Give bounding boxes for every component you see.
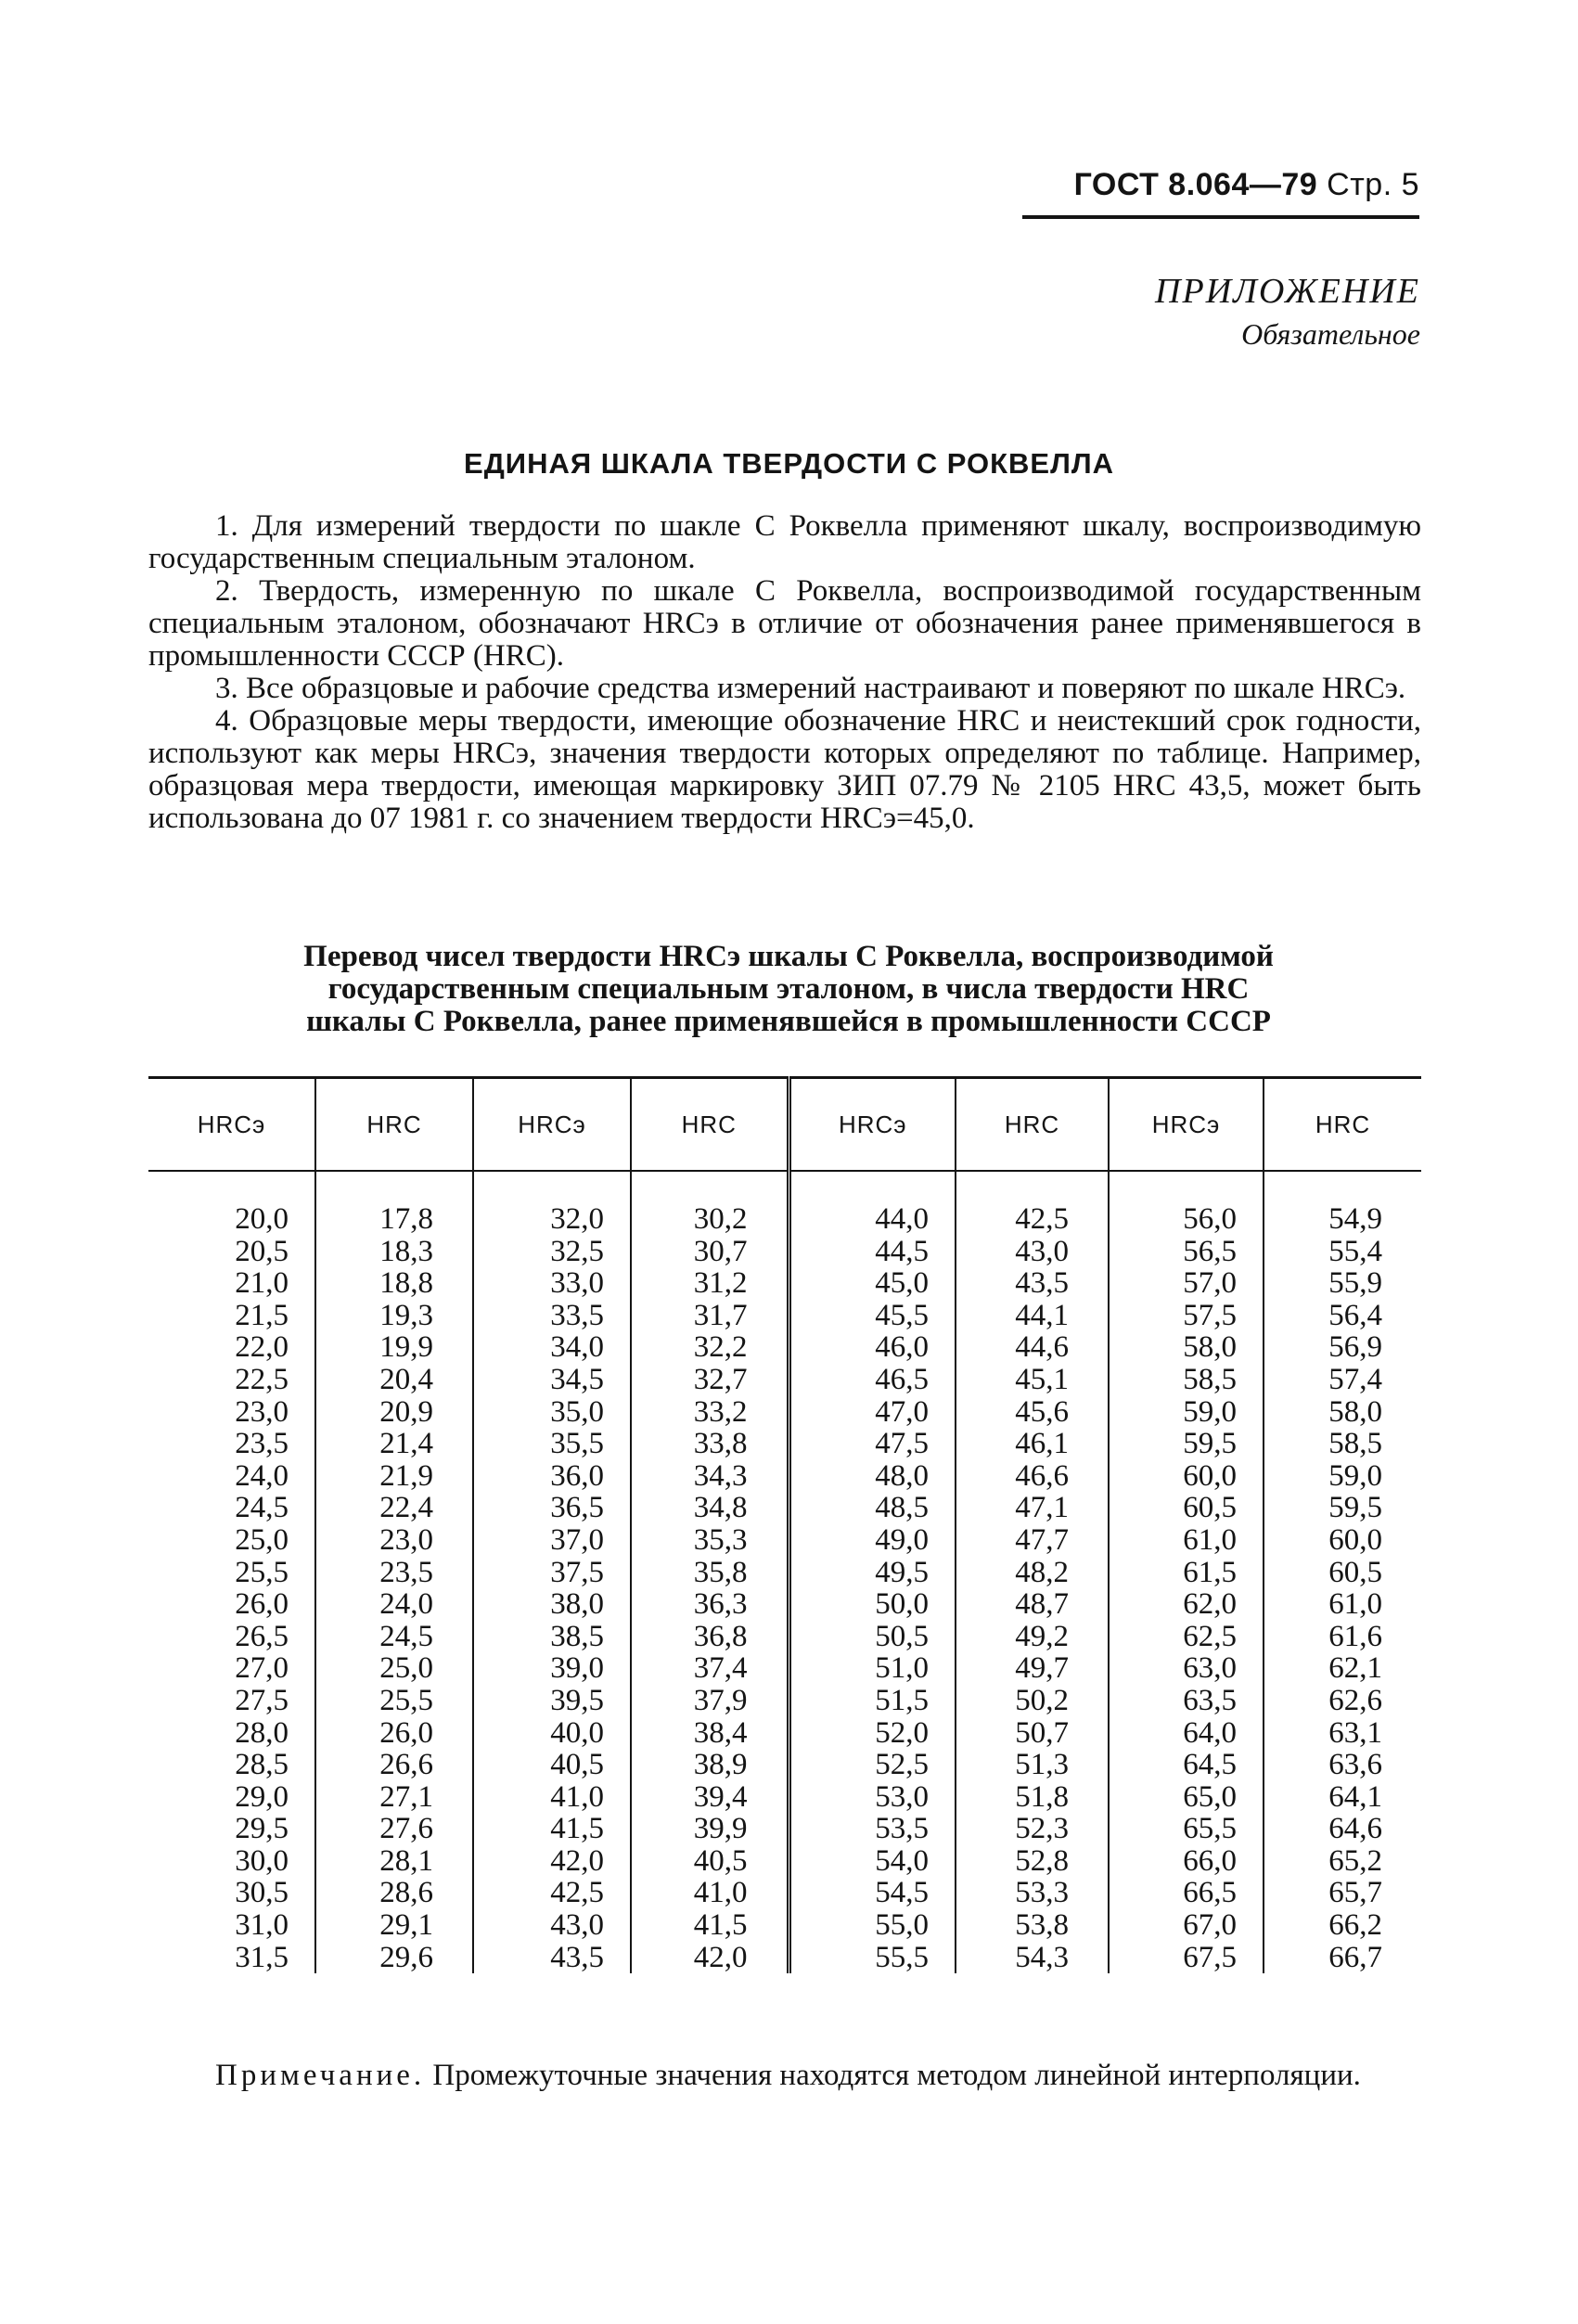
cell-hrc: 18,8 bbox=[315, 1267, 473, 1300]
cell-hrce: 56,5 bbox=[1109, 1236, 1264, 1268]
cell-hrce: 37,5 bbox=[473, 1557, 631, 1589]
cell-hrc: 22,4 bbox=[315, 1492, 473, 1524]
cell-hrc: 38,4 bbox=[631, 1717, 789, 1750]
cell-hrc: 48,7 bbox=[956, 1588, 1109, 1621]
cell-hrc: 55,4 bbox=[1264, 1236, 1421, 1268]
cell-hrc: 56,4 bbox=[1264, 1300, 1421, 1332]
table-row bbox=[148, 1396, 1421, 1429]
cell-hrc: 58,5 bbox=[1264, 1428, 1421, 1460]
table-row bbox=[148, 1877, 1421, 1909]
cell-hrc: 33,2 bbox=[631, 1396, 789, 1429]
cell-hrce: 54,0 bbox=[789, 1845, 956, 1878]
cell-hrc: 31,7 bbox=[631, 1300, 789, 1332]
cell-hrce: 59,5 bbox=[1109, 1428, 1264, 1460]
table-row bbox=[148, 1652, 1421, 1685]
cell-hrce: 50,0 bbox=[789, 1588, 956, 1621]
cell-hrc: 52,8 bbox=[956, 1845, 1109, 1878]
cell-hrce: 40,5 bbox=[473, 1749, 631, 1781]
cell-hrce: 25,5 bbox=[235, 1555, 289, 1589]
cell-hrce: 25,0 bbox=[235, 1522, 289, 1557]
cell-hrc: 29,6 bbox=[315, 1942, 473, 1974]
page-title: ЕДИНАЯ ШКАЛА ТВЕРДОСТИ С РОКВЕЛЛА bbox=[464, 447, 1114, 480]
cell-hrce: 44,0 bbox=[789, 1203, 956, 1236]
cell-hrce: 47,0 bbox=[789, 1396, 956, 1429]
cell-hrc: 20,9 bbox=[315, 1396, 473, 1429]
table-row bbox=[148, 1942, 1421, 1974]
table-row bbox=[148, 1813, 1421, 1845]
cell-hrce: 47,5 bbox=[789, 1428, 956, 1460]
column-header: HRCэ bbox=[473, 1078, 631, 1172]
cell-hrc: 43,0 bbox=[956, 1236, 1109, 1268]
cell-hrce: 65,0 bbox=[1109, 1781, 1264, 1814]
table-row bbox=[148, 1492, 1421, 1524]
cell-hrce: 35,5 bbox=[473, 1428, 631, 1460]
cell-hrce: 30,5 bbox=[235, 1876, 289, 1910]
cell-hrc: 63,1 bbox=[1264, 1717, 1421, 1750]
cell-hrc: 36,3 bbox=[631, 1588, 789, 1621]
cell-hrc: 23,5 bbox=[315, 1557, 473, 1589]
cell-hrc: 41,0 bbox=[631, 1877, 789, 1909]
column-header: HRCэ bbox=[1109, 1078, 1264, 1172]
cell-hrc: 28,6 bbox=[315, 1877, 473, 1909]
cell-hrce: 30,0 bbox=[235, 1843, 289, 1878]
table-header-row bbox=[148, 1078, 1421, 1172]
cell-hrc: 66,2 bbox=[1264, 1909, 1421, 1942]
table-row bbox=[148, 1781, 1421, 1814]
table-row bbox=[148, 1300, 1421, 1332]
cell-hrc: 39,9 bbox=[631, 1813, 789, 1845]
cell-hrce: 36,0 bbox=[473, 1460, 631, 1493]
cell-hrc: 44,6 bbox=[956, 1331, 1109, 1364]
cell-hrc: 56,9 bbox=[1264, 1331, 1421, 1364]
table-row bbox=[148, 1460, 1421, 1493]
header-divider bbox=[1022, 215, 1419, 219]
cell-hrce: 66,0 bbox=[1109, 1845, 1264, 1878]
cell-hrc: 26,0 bbox=[315, 1717, 473, 1750]
cell-hrc: 24,0 bbox=[315, 1588, 473, 1621]
cell-hrce: 36,5 bbox=[473, 1492, 631, 1524]
cell-hrce: 58,0 bbox=[1109, 1331, 1264, 1364]
column-header: HRC bbox=[1264, 1078, 1421, 1172]
table-note bbox=[148, 2060, 1421, 2092]
cell-hrc: 51,8 bbox=[956, 1781, 1109, 1814]
cell-hrc: 61,6 bbox=[1264, 1621, 1421, 1653]
cell-hrce: 66,5 bbox=[1109, 1877, 1264, 1909]
paragraph: 2. Твердость, измеренную по шкале С Роквелла, воспроизводимой государственным специальным эталоном, обозначают HRCэ в отличие от обозначения ранее применявшегося в промышленности СССР (HRC). bbox=[148, 574, 1421, 673]
cell-hrc: 65,7 bbox=[1264, 1877, 1421, 1909]
cell-hrc: 27,6 bbox=[315, 1813, 473, 1845]
cell-hrce: 29,5 bbox=[235, 1812, 289, 1846]
table-row bbox=[148, 1331, 1421, 1364]
cell-hrce: 39,0 bbox=[473, 1652, 631, 1685]
cell-hrce: 52,0 bbox=[789, 1717, 956, 1750]
cell-hrc: 46,6 bbox=[956, 1460, 1109, 1493]
note-text: Промежуточные значения находятся методом линейной интерполяции. bbox=[432, 2059, 1361, 2092]
cell-hrce: 43,5 bbox=[473, 1942, 631, 1974]
cell-hrce: 41,0 bbox=[473, 1781, 631, 1814]
cell-hrce: 42,5 bbox=[473, 1877, 631, 1909]
cell-hrc: 63,6 bbox=[1264, 1749, 1421, 1781]
cell-hrce: 40,0 bbox=[473, 1717, 631, 1750]
table-row bbox=[148, 1621, 1421, 1653]
cell-hrc: 18,3 bbox=[315, 1236, 473, 1268]
cell-hrce: 54,5 bbox=[789, 1877, 956, 1909]
cell-hrce: 29,0 bbox=[235, 1779, 289, 1814]
caption-line: государственным специальным эталоном, в числа твердости HRC bbox=[327, 972, 1250, 1006]
table-row bbox=[148, 1749, 1421, 1781]
cell-hrce: 48,0 bbox=[789, 1460, 956, 1493]
note-label: Примечание. bbox=[215, 2059, 426, 2092]
cell-hrce: 61,0 bbox=[1109, 1524, 1264, 1557]
cell-hrce: 64,5 bbox=[1109, 1749, 1264, 1781]
cell-hrce: 32,5 bbox=[473, 1236, 631, 1268]
cell-hrc: 37,4 bbox=[631, 1652, 789, 1685]
appendix-mark bbox=[1155, 269, 1420, 354]
cell-hrce: 46,0 bbox=[789, 1331, 956, 1364]
cell-hrce: 20,5 bbox=[235, 1234, 289, 1268]
cell-hrce: 32,0 bbox=[473, 1203, 631, 1236]
cell-hrc: 59,0 bbox=[1264, 1460, 1421, 1493]
cell-hrc: 42,5 bbox=[956, 1203, 1109, 1236]
cell-hrc: 28,1 bbox=[315, 1845, 473, 1878]
cell-hrce: 56,0 bbox=[1109, 1203, 1264, 1236]
cell-hrc: 29,1 bbox=[315, 1909, 473, 1942]
cell-hrc: 53,3 bbox=[956, 1877, 1109, 1909]
table-row bbox=[148, 1203, 1421, 1236]
cell-hrce: 62,0 bbox=[1109, 1588, 1264, 1621]
table-row bbox=[148, 1364, 1421, 1396]
cell-hrc: 50,7 bbox=[956, 1717, 1109, 1750]
cell-hrc: 34,3 bbox=[631, 1460, 789, 1493]
appendix-title: ПРИЛОЖЕНИЕ bbox=[1155, 272, 1420, 311]
table-row bbox=[148, 1909, 1421, 1942]
cell-hrc: 35,8 bbox=[631, 1557, 789, 1589]
cell-hrce: 45,5 bbox=[789, 1300, 956, 1332]
cell-hrc: 49,7 bbox=[956, 1652, 1109, 1685]
cell-hrce: 65,5 bbox=[1109, 1813, 1264, 1845]
column-header: HRCэ bbox=[789, 1078, 956, 1172]
cell-hrce: 38,5 bbox=[473, 1621, 631, 1653]
cell-hrce: 62,5 bbox=[1109, 1621, 1264, 1653]
cell-hrce: 49,5 bbox=[789, 1557, 956, 1589]
cell-hrc: 36,8 bbox=[631, 1621, 789, 1653]
cell-hrc: 60,5 bbox=[1264, 1557, 1421, 1589]
cell-hrce: 58,5 bbox=[1109, 1364, 1264, 1396]
cell-hrce: 46,5 bbox=[789, 1364, 956, 1396]
cell-hrc: 26,6 bbox=[315, 1749, 473, 1781]
cell-hrce: 43,0 bbox=[473, 1909, 631, 1942]
cell-hrc: 58,0 bbox=[1264, 1396, 1421, 1429]
body-text bbox=[148, 510, 1421, 835]
cell-hrc: 41,5 bbox=[631, 1909, 789, 1942]
cell-hrce: 51,0 bbox=[789, 1652, 956, 1685]
cell-hrc: 38,9 bbox=[631, 1749, 789, 1781]
cell-hrc: 23,0 bbox=[315, 1524, 473, 1557]
cell-hrce: 42,0 bbox=[473, 1845, 631, 1878]
cell-hrce: 22,0 bbox=[235, 1330, 289, 1365]
cell-hrc: 50,2 bbox=[956, 1685, 1109, 1717]
cell-hrce: 20,0 bbox=[235, 1202, 289, 1236]
cell-hrce: 41,5 bbox=[473, 1813, 631, 1845]
cell-hrc: 54,3 bbox=[956, 1942, 1109, 1974]
cell-hrce: 37,0 bbox=[473, 1524, 631, 1557]
cell-hrc: 55,9 bbox=[1264, 1267, 1421, 1300]
cell-hrc: 49,2 bbox=[956, 1621, 1109, 1653]
cell-hrc: 35,3 bbox=[631, 1524, 789, 1557]
cell-hrc: 31,2 bbox=[631, 1267, 789, 1300]
cell-hrce: 24,5 bbox=[235, 1491, 289, 1525]
cell-hrc: 66,7 bbox=[1264, 1942, 1421, 1974]
cell-hrce: 31,5 bbox=[235, 1940, 289, 1974]
cell-hrce: 27,0 bbox=[235, 1651, 289, 1686]
cell-hrc: 64,6 bbox=[1264, 1813, 1421, 1845]
cell-hrce: 35,0 bbox=[473, 1396, 631, 1429]
cell-hrce: 38,0 bbox=[473, 1588, 631, 1621]
table-row bbox=[148, 1717, 1421, 1750]
table-row bbox=[148, 1267, 1421, 1300]
column-header: HRC bbox=[315, 1078, 473, 1172]
cell-hrce: 23,0 bbox=[235, 1394, 289, 1429]
cell-hrce: 53,5 bbox=[789, 1813, 956, 1845]
cell-hrce: 60,0 bbox=[1109, 1460, 1264, 1493]
standard-number: ГОСТ 8.064—79 bbox=[1073, 167, 1318, 202]
cell-hrce: 21,0 bbox=[235, 1266, 289, 1301]
cell-hrce: 26,0 bbox=[235, 1587, 289, 1622]
cell-hrc: 33,8 bbox=[631, 1428, 789, 1460]
cell-hrce: 63,5 bbox=[1109, 1685, 1264, 1717]
cell-hrc: 47,1 bbox=[956, 1492, 1109, 1524]
table-spacer-row bbox=[148, 1171, 1421, 1203]
cell-hrce: 23,5 bbox=[235, 1427, 289, 1461]
conversion-table bbox=[148, 1076, 1421, 1973]
cell-hrce: 33,5 bbox=[473, 1300, 631, 1332]
table-row bbox=[148, 1236, 1421, 1268]
cell-hrce: 24,0 bbox=[235, 1458, 289, 1493]
cell-hrc: 60,0 bbox=[1264, 1524, 1421, 1557]
cell-hrce: 51,5 bbox=[789, 1685, 956, 1717]
cell-hrce: 55,0 bbox=[789, 1909, 956, 1942]
cell-hrc: 30,7 bbox=[631, 1236, 789, 1268]
cell-hrc: 59,5 bbox=[1264, 1492, 1421, 1524]
cell-hrc: 45,6 bbox=[956, 1396, 1109, 1429]
cell-hrc: 43,5 bbox=[956, 1267, 1109, 1300]
cell-hrc: 57,4 bbox=[1264, 1364, 1421, 1396]
caption-line: Перевод чисел твердости HRCэ шкалы С Роквелла, воспроизводимой bbox=[303, 940, 1274, 973]
cell-hrce: 31,0 bbox=[235, 1908, 289, 1943]
cell-hrce: 27,5 bbox=[235, 1683, 289, 1717]
cell-hrce: 57,5 bbox=[1109, 1300, 1264, 1332]
cell-hrc: 21,4 bbox=[315, 1428, 473, 1460]
cell-hrce: 52,5 bbox=[789, 1749, 956, 1781]
cell-hrc: 17,8 bbox=[315, 1203, 473, 1236]
page-number: Стр. 5 bbox=[1327, 167, 1419, 202]
cell-hrce: 64,0 bbox=[1109, 1717, 1264, 1750]
cell-hrc: 20,4 bbox=[315, 1364, 473, 1396]
column-header: HRC bbox=[631, 1078, 789, 1172]
cell-hrce: 45,0 bbox=[789, 1267, 956, 1300]
cell-hrce: 34,0 bbox=[473, 1331, 631, 1364]
cell-hrc: 34,8 bbox=[631, 1492, 789, 1524]
cell-hrc: 48,2 bbox=[956, 1557, 1109, 1589]
cell-hrce: 53,0 bbox=[789, 1781, 956, 1814]
cell-hrc: 25,5 bbox=[315, 1685, 473, 1717]
appendix-status: Обязательное bbox=[1241, 317, 1420, 351]
cell-hrce: 49,0 bbox=[789, 1524, 956, 1557]
table-row bbox=[148, 1428, 1421, 1460]
paragraph: 4. Образцовые меры твердости, имеющие обозначение HRC и неистекший срок годности, используют как меры HRCэ, значения твердости которых определяют по таблице. Например, образцовая мера твердости, имеющая маркировку ЗИП 07.79 № 2105 HRC 43,5, может быть использована до 07 1981 г. со значением твердости HRCэ=45,0. bbox=[148, 704, 1421, 835]
paragraph: 1. Для измерений твердости по шакле С Роквелла применяют шкалу, воспроизводимую государственным специальным эталоном. bbox=[148, 509, 1421, 575]
cell-hrc: 32,2 bbox=[631, 1331, 789, 1364]
cell-hrc: 61,0 bbox=[1264, 1588, 1421, 1621]
table-row bbox=[148, 1524, 1421, 1557]
cell-hrc: 25,0 bbox=[315, 1652, 473, 1685]
cell-hrc: 19,3 bbox=[315, 1300, 473, 1332]
table-row bbox=[148, 1845, 1421, 1878]
cell-hrce: 22,5 bbox=[235, 1362, 289, 1396]
cell-hrce: 57,0 bbox=[1109, 1267, 1264, 1300]
cell-hrc: 37,9 bbox=[631, 1685, 789, 1717]
table-row bbox=[148, 1685, 1421, 1717]
column-header: HRC bbox=[956, 1078, 1109, 1172]
cell-hrc: 51,3 bbox=[956, 1749, 1109, 1781]
cell-hrce: 55,5 bbox=[789, 1942, 956, 1974]
cell-hrc: 54,9 bbox=[1264, 1203, 1421, 1236]
cell-hrc: 40,5 bbox=[631, 1845, 789, 1878]
cell-hrce: 26,5 bbox=[235, 1619, 289, 1653]
cell-hrce: 34,5 bbox=[473, 1364, 631, 1396]
cell-hrce: 67,5 bbox=[1109, 1942, 1264, 1974]
cell-hrc: 27,1 bbox=[315, 1781, 473, 1814]
cell-hrce: 59,0 bbox=[1109, 1396, 1264, 1429]
cell-hrce: 28,0 bbox=[235, 1715, 289, 1750]
cell-hrc: 47,7 bbox=[956, 1524, 1109, 1557]
cell-hrc: 62,6 bbox=[1264, 1685, 1421, 1717]
cell-hrce: 48,5 bbox=[789, 1492, 956, 1524]
table-caption bbox=[186, 941, 1392, 1038]
cell-hrc: 44,1 bbox=[956, 1300, 1109, 1332]
cell-hrce: 21,5 bbox=[235, 1298, 289, 1332]
cell-hrc: 39,4 bbox=[631, 1781, 789, 1814]
paragraph: 3. Все образцовые и рабочие средства измерений настраивают и поверяют по шкале HRCэ. bbox=[215, 672, 1406, 705]
table-body bbox=[148, 1171, 1421, 1973]
cell-hrce: 61,5 bbox=[1109, 1557, 1264, 1589]
cell-hrce: 39,5 bbox=[473, 1685, 631, 1717]
cell-hrc: 30,2 bbox=[631, 1203, 789, 1236]
table-row bbox=[148, 1557, 1421, 1589]
cell-hrce: 50,5 bbox=[789, 1621, 956, 1653]
cell-hrc: 46,1 bbox=[956, 1428, 1109, 1460]
column-header: HRCэ bbox=[148, 1078, 315, 1172]
cell-hrc: 21,9 bbox=[315, 1460, 473, 1493]
cell-hrc: 65,2 bbox=[1264, 1845, 1421, 1878]
cell-hrc: 53,8 bbox=[956, 1909, 1109, 1942]
cell-hrce: 33,0 bbox=[473, 1267, 631, 1300]
cell-hrc: 62,1 bbox=[1264, 1652, 1421, 1685]
cell-hrc: 19,9 bbox=[315, 1331, 473, 1364]
cell-hrce: 60,5 bbox=[1109, 1492, 1264, 1524]
cell-hrce: 67,0 bbox=[1109, 1909, 1264, 1942]
cell-hrce: 28,5 bbox=[235, 1748, 289, 1782]
cell-hrc: 32,7 bbox=[631, 1364, 789, 1396]
caption-line: шкалы С Роквелла, ранее применявшейся в промышленности СССР bbox=[306, 1005, 1271, 1038]
cell-hrce: 63,0 bbox=[1109, 1652, 1264, 1685]
cell-hrc: 42,0 bbox=[631, 1942, 789, 1974]
cell-hrce: 44,5 bbox=[789, 1236, 956, 1268]
table-row bbox=[148, 1588, 1421, 1621]
cell-hrc: 52,3 bbox=[956, 1813, 1109, 1845]
cell-hrc: 24,5 bbox=[315, 1621, 473, 1653]
cell-hrc: 64,1 bbox=[1264, 1781, 1421, 1814]
running-header bbox=[1011, 167, 1419, 203]
cell-hrc: 45,1 bbox=[956, 1364, 1109, 1396]
